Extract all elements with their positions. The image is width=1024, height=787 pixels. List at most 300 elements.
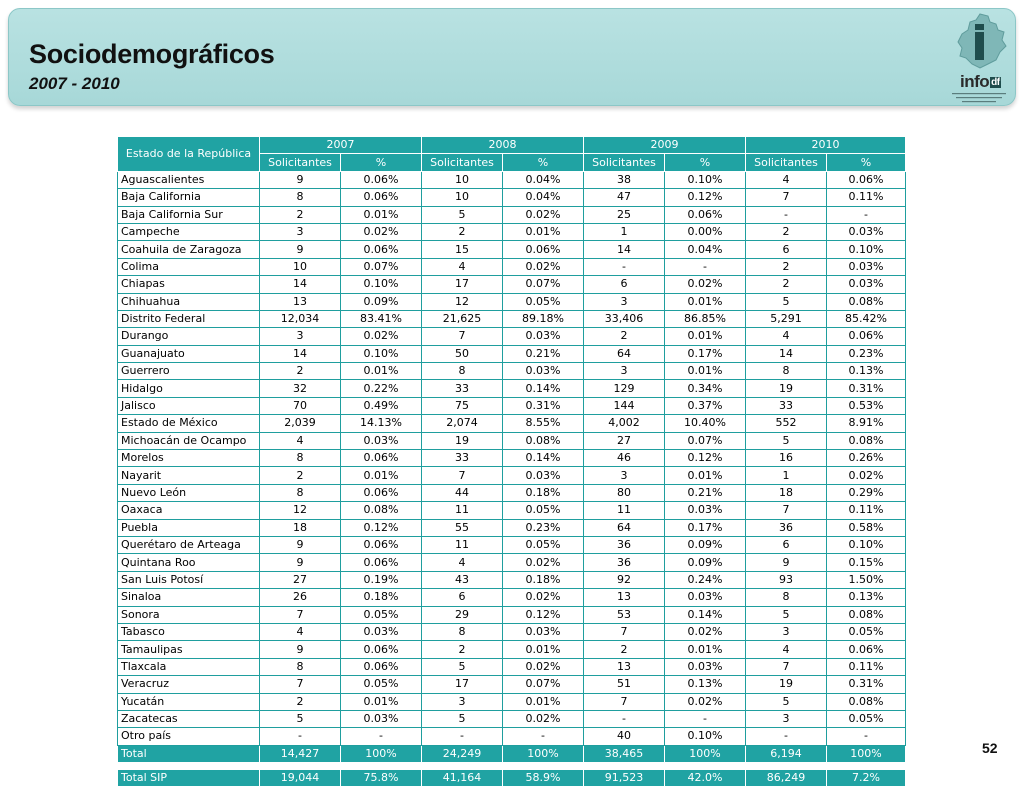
table-row bbox=[118, 328, 906, 345]
table-row bbox=[118, 293, 906, 310]
solicitantes-cell: 51 bbox=[584, 676, 665, 693]
state-name-cell: Sinaloa bbox=[118, 589, 260, 606]
solicitantes-cell: 10 bbox=[422, 171, 503, 188]
solicitantes-cell: 6 bbox=[746, 536, 827, 553]
solicitantes-cell: 92 bbox=[584, 571, 665, 588]
percent-cell: 75.8% bbox=[341, 770, 422, 787]
percent-cell: 0.10% bbox=[341, 276, 422, 293]
table-row bbox=[118, 363, 906, 380]
solicitantes-cell: 26 bbox=[260, 589, 341, 606]
table-row bbox=[118, 502, 906, 519]
state-name-cell: Otro país bbox=[118, 728, 260, 745]
percent-cell: 0.10% bbox=[827, 241, 906, 258]
percent-cell: 0.02% bbox=[503, 206, 584, 223]
total-row bbox=[118, 745, 906, 762]
state-name-cell: Tabasco bbox=[118, 623, 260, 640]
percent-cell: 0.23% bbox=[503, 519, 584, 536]
table-row bbox=[118, 571, 906, 588]
solicitantes-cell: 3 bbox=[584, 363, 665, 380]
solicitantes-cell: 129 bbox=[584, 380, 665, 397]
solicitantes-cell: 8 bbox=[422, 623, 503, 640]
table-row bbox=[118, 693, 906, 710]
percent-cell: 42.0% bbox=[665, 770, 746, 787]
table-row bbox=[118, 623, 906, 640]
percent-cell: 0.02% bbox=[503, 710, 584, 727]
solicitantes-cell: 5 bbox=[746, 432, 827, 449]
solicitantes-cell: 36 bbox=[584, 554, 665, 571]
solicitantes-cell: 64 bbox=[584, 345, 665, 362]
percent-cell: 0.06% bbox=[341, 554, 422, 571]
state-name-cell: Quintana Roo bbox=[118, 554, 260, 571]
state-name-cell: Sonora bbox=[118, 606, 260, 623]
solicitantes-cell: 36 bbox=[746, 519, 827, 536]
solicitantes-cell: 2 bbox=[746, 223, 827, 240]
percent-cell: 0.24% bbox=[665, 571, 746, 588]
percent-cell: 14.13% bbox=[341, 415, 422, 432]
solicitantes-cell: 2,074 bbox=[422, 415, 503, 432]
solicitantes-cell: 21,625 bbox=[422, 310, 503, 327]
percent-cell: 0.06% bbox=[341, 658, 422, 675]
state-name-cell: Chiapas bbox=[118, 276, 260, 293]
solicitantes-cell: 43 bbox=[422, 571, 503, 588]
percent-cell: 0.08% bbox=[827, 606, 906, 623]
solicitantes-header: Solicitantes bbox=[260, 154, 341, 171]
percent-cell: 0.08% bbox=[503, 432, 584, 449]
solicitantes-cell: 552 bbox=[746, 415, 827, 432]
percent-cell: 0.01% bbox=[341, 467, 422, 484]
percent-cell: 0.01% bbox=[665, 641, 746, 658]
percent-cell: 0.02% bbox=[665, 276, 746, 293]
page-number: 52 bbox=[982, 740, 998, 756]
percent-cell: 0.08% bbox=[827, 293, 906, 310]
table-row bbox=[118, 710, 906, 727]
solicitantes-cell: 38 bbox=[584, 171, 665, 188]
solicitantes-cell: 32 bbox=[260, 380, 341, 397]
percent-cell: 0.11% bbox=[827, 658, 906, 675]
solicitantes-cell: 55 bbox=[422, 519, 503, 536]
solicitantes-cell: 53 bbox=[584, 606, 665, 623]
solicitantes-cell: 14 bbox=[260, 345, 341, 362]
state-name-cell: Guanajuato bbox=[118, 345, 260, 362]
solicitantes-cell: 6 bbox=[422, 589, 503, 606]
state-name-cell: San Luis Potosí bbox=[118, 571, 260, 588]
percent-cell: 0.13% bbox=[665, 676, 746, 693]
percent-cell: - bbox=[665, 710, 746, 727]
table-row bbox=[118, 676, 906, 693]
solicitantes-cell: 29 bbox=[422, 606, 503, 623]
solicitantes-cell: 2 bbox=[260, 693, 341, 710]
solicitantes-cell: 4 bbox=[746, 641, 827, 658]
table-row bbox=[118, 432, 906, 449]
solicitantes-cell: 13 bbox=[584, 589, 665, 606]
state-name-cell: Oaxaca bbox=[118, 502, 260, 519]
solicitantes-cell: 7 bbox=[746, 502, 827, 519]
percent-cell: 0.05% bbox=[503, 293, 584, 310]
percent-cell: 10.40% bbox=[665, 415, 746, 432]
percent-header: % bbox=[827, 154, 906, 171]
percent-cell: 0.04% bbox=[665, 241, 746, 258]
state-name-cell: Yucatán bbox=[118, 693, 260, 710]
solicitantes-cell: 10 bbox=[260, 258, 341, 275]
percent-cell: 0.13% bbox=[827, 363, 906, 380]
logo-fine-print bbox=[952, 92, 1006, 104]
solicitantes-cell: 18 bbox=[746, 484, 827, 501]
percent-cell: 0.06% bbox=[827, 641, 906, 658]
table-row bbox=[118, 223, 906, 240]
solicitantes-cell: 80 bbox=[584, 484, 665, 501]
percent-cell: 0.05% bbox=[827, 623, 906, 640]
percent-cell: 0.12% bbox=[665, 450, 746, 467]
table-row bbox=[118, 728, 906, 745]
solicitantes-cell: 8 bbox=[260, 658, 341, 675]
solicitantes-cell: 47 bbox=[584, 189, 665, 206]
solicitantes-cell: 2 bbox=[746, 276, 827, 293]
table-row bbox=[118, 484, 906, 501]
solicitantes-cell: - bbox=[422, 728, 503, 745]
solicitantes-cell: 4 bbox=[422, 554, 503, 571]
percent-cell: 0.03% bbox=[827, 258, 906, 275]
table-body bbox=[118, 171, 906, 787]
solicitantes-cell: 17 bbox=[422, 676, 503, 693]
solicitantes-cell: 2 bbox=[260, 363, 341, 380]
solicitantes-cell: 11 bbox=[422, 536, 503, 553]
logo-wordmark: info df bbox=[960, 72, 1000, 91]
page-subtitle: 2007 - 2010 bbox=[29, 74, 120, 93]
solicitantes-cell: 18 bbox=[260, 519, 341, 536]
state-name-cell: Guerrero bbox=[118, 363, 260, 380]
solicitantes-cell: 9 bbox=[260, 641, 341, 658]
percent-cell: 0.31% bbox=[827, 380, 906, 397]
solicitantes-cell: 6 bbox=[584, 276, 665, 293]
solicitantes-cell: 9 bbox=[260, 241, 341, 258]
state-name-cell: Chihuahua bbox=[118, 293, 260, 310]
solicitantes-cell: 75 bbox=[422, 397, 503, 414]
percent-cell: 0.18% bbox=[341, 589, 422, 606]
solicitantes-cell: 33,406 bbox=[584, 310, 665, 327]
solicitantes-cell: 7 bbox=[746, 658, 827, 675]
table-row bbox=[118, 536, 906, 553]
percent-cell: 0.26% bbox=[827, 450, 906, 467]
percent-cell: - bbox=[665, 258, 746, 275]
year-header: 2008 bbox=[422, 137, 584, 154]
solicitantes-cell: 9 bbox=[260, 171, 341, 188]
year-header: 2007 bbox=[260, 137, 422, 154]
table-row bbox=[118, 606, 906, 623]
state-name-cell: Durango bbox=[118, 328, 260, 345]
solicitantes-cell: 9 bbox=[260, 536, 341, 553]
percent-cell: 0.02% bbox=[503, 589, 584, 606]
solicitantes-cell: 3 bbox=[584, 293, 665, 310]
percent-cell: 0.01% bbox=[503, 641, 584, 658]
state-name-cell: Baja California Sur bbox=[118, 206, 260, 223]
percent-cell: 0.02% bbox=[503, 554, 584, 571]
state-name-cell: Baja California bbox=[118, 189, 260, 206]
percent-cell: 0.06% bbox=[827, 328, 906, 345]
percent-cell: 0.37% bbox=[665, 397, 746, 414]
percent-cell: 0.01% bbox=[341, 206, 422, 223]
percent-cell: 0.21% bbox=[665, 484, 746, 501]
percent-cell: 0.01% bbox=[665, 363, 746, 380]
solicitantes-cell: 2 bbox=[260, 206, 341, 223]
percent-cell: 0.14% bbox=[503, 450, 584, 467]
table-row bbox=[118, 519, 906, 536]
percent-cell: 0.22% bbox=[341, 380, 422, 397]
percent-cell: 0.07% bbox=[341, 258, 422, 275]
state-name-cell: Total bbox=[118, 745, 260, 762]
solicitantes-cell: 7 bbox=[260, 676, 341, 693]
table-row bbox=[118, 276, 906, 293]
percent-cell: 0.31% bbox=[503, 397, 584, 414]
solicitantes-cell: 27 bbox=[260, 571, 341, 588]
solicitantes-cell: 2 bbox=[584, 641, 665, 658]
percent-cell: 0.17% bbox=[665, 519, 746, 536]
solicitantes-cell: 7 bbox=[746, 189, 827, 206]
solicitantes-cell: 8 bbox=[422, 363, 503, 380]
solicitantes-cell: 5 bbox=[422, 710, 503, 727]
solicitantes-cell: 12,034 bbox=[260, 310, 341, 327]
state-column-header: Estado de la República bbox=[118, 137, 260, 172]
percent-cell: 0.06% bbox=[341, 484, 422, 501]
percent-cell: 0.02% bbox=[827, 467, 906, 484]
state-name-cell: Puebla bbox=[118, 519, 260, 536]
solicitantes-cell: 5 bbox=[746, 293, 827, 310]
solicitantes-cell: 36 bbox=[584, 536, 665, 553]
percent-cell: 0.53% bbox=[827, 397, 906, 414]
solicitantes-cell: 3 bbox=[746, 623, 827, 640]
percent-cell: 0.01% bbox=[341, 363, 422, 380]
percent-cell: 0.05% bbox=[503, 502, 584, 519]
year-header-row bbox=[118, 137, 906, 154]
solicitantes-cell: 7 bbox=[584, 693, 665, 710]
solicitantes-cell: 2 bbox=[422, 641, 503, 658]
percent-cell: 0.06% bbox=[665, 206, 746, 223]
solicitantes-cell: 6,194 bbox=[746, 745, 827, 762]
table-row bbox=[118, 345, 906, 362]
percent-cell: 0.13% bbox=[827, 589, 906, 606]
percent-cell: 0.05% bbox=[341, 676, 422, 693]
solicitantes-cell: 144 bbox=[584, 397, 665, 414]
percent-cell: - bbox=[341, 728, 422, 745]
solicitantes-cell: 5 bbox=[746, 606, 827, 623]
solicitantes-cell: 7 bbox=[422, 467, 503, 484]
percent-cell: 0.23% bbox=[827, 345, 906, 362]
solicitantes-cell: 13 bbox=[584, 658, 665, 675]
percent-cell: 0.02% bbox=[665, 693, 746, 710]
percent-cell: 0.05% bbox=[341, 606, 422, 623]
table-row bbox=[118, 171, 906, 188]
state-name-cell: Total SIP bbox=[118, 770, 260, 787]
solicitantes-cell: 8 bbox=[746, 363, 827, 380]
solicitantes-cell: 12 bbox=[422, 293, 503, 310]
mexico-city-map-icon bbox=[950, 12, 1014, 74]
solicitantes-cell: 14 bbox=[584, 241, 665, 258]
percent-cell: 0.06% bbox=[827, 171, 906, 188]
percent-cell: 0.02% bbox=[503, 658, 584, 675]
solicitantes-cell: 3 bbox=[422, 693, 503, 710]
percent-cell: 0.11% bbox=[827, 189, 906, 206]
percent-cell: - bbox=[503, 728, 584, 745]
percent-cell: 0.06% bbox=[341, 189, 422, 206]
state-name-cell: Colima bbox=[118, 258, 260, 275]
spacer-cell bbox=[118, 763, 906, 770]
solicitantes-cell: 4 bbox=[746, 328, 827, 345]
percent-cell: 0.08% bbox=[341, 502, 422, 519]
percent-cell: 0.12% bbox=[503, 606, 584, 623]
solicitantes-cell: - bbox=[746, 206, 827, 223]
solicitantes-cell: 4,002 bbox=[584, 415, 665, 432]
solicitantes-cell: 33 bbox=[746, 397, 827, 414]
percent-cell: 0.03% bbox=[665, 658, 746, 675]
table-row bbox=[118, 554, 906, 571]
solicitantes-cell: 50 bbox=[422, 345, 503, 362]
percent-cell: 0.03% bbox=[341, 432, 422, 449]
percent-cell: 0.14% bbox=[503, 380, 584, 397]
percent-cell: 0.58% bbox=[827, 519, 906, 536]
percent-cell: 0.14% bbox=[665, 606, 746, 623]
solicitantes-cell: 16 bbox=[746, 450, 827, 467]
percent-cell: 0.09% bbox=[665, 536, 746, 553]
state-name-cell: Coahuila de Zaragoza bbox=[118, 241, 260, 258]
solicitantes-cell: 3 bbox=[260, 223, 341, 240]
percent-cell: 0.03% bbox=[665, 589, 746, 606]
state-name-cell: Veracruz bbox=[118, 676, 260, 693]
table-row bbox=[118, 310, 906, 327]
percent-cell: 0.03% bbox=[827, 276, 906, 293]
percent-cell: 8.55% bbox=[503, 415, 584, 432]
solicitantes-cell: 5 bbox=[260, 710, 341, 727]
table-row bbox=[118, 206, 906, 223]
solicitantes-cell: 40 bbox=[584, 728, 665, 745]
percent-cell: 0.02% bbox=[665, 623, 746, 640]
solicitantes-cell: 11 bbox=[584, 502, 665, 519]
percent-cell: 0.03% bbox=[503, 623, 584, 640]
solicitantes-cell: 8 bbox=[260, 484, 341, 501]
solicitantes-cell: 25 bbox=[584, 206, 665, 223]
state-name-cell: Tlaxcala bbox=[118, 658, 260, 675]
percent-cell: 0.07% bbox=[665, 432, 746, 449]
logo-df-badge: df bbox=[991, 77, 1000, 88]
percent-cell: - bbox=[827, 728, 906, 745]
solicitantes-cell: 5 bbox=[422, 658, 503, 675]
solicitantes-cell: 4 bbox=[422, 258, 503, 275]
state-name-cell: Morelos bbox=[118, 450, 260, 467]
solicitantes-cell: 5 bbox=[422, 206, 503, 223]
solicitantes-cell: 14 bbox=[260, 276, 341, 293]
percent-cell: 0.01% bbox=[341, 693, 422, 710]
year-header: 2010 bbox=[746, 137, 906, 154]
percent-cell: 58.9% bbox=[503, 770, 584, 787]
solicitantes-cell: 4 bbox=[260, 623, 341, 640]
percent-cell: 0.04% bbox=[503, 189, 584, 206]
percent-cell: 0.31% bbox=[827, 676, 906, 693]
solicitantes-cell: 2 bbox=[422, 223, 503, 240]
percent-cell: 85.42% bbox=[827, 310, 906, 327]
solicitantes-cell: 9 bbox=[746, 554, 827, 571]
solicitantes-cell: 64 bbox=[584, 519, 665, 536]
percent-cell: 0.06% bbox=[341, 641, 422, 658]
solicitantes-cell: 86,249 bbox=[746, 770, 827, 787]
solicitantes-cell: 8 bbox=[260, 450, 341, 467]
percent-cell: 0.18% bbox=[503, 484, 584, 501]
solicitantes-cell: 7 bbox=[260, 606, 341, 623]
solicitantes-cell: 10 bbox=[422, 189, 503, 206]
percent-cell: 86.85% bbox=[665, 310, 746, 327]
solicitantes-cell: 3 bbox=[260, 328, 341, 345]
percent-cell: 0.03% bbox=[341, 710, 422, 727]
solicitantes-cell: 9 bbox=[260, 554, 341, 571]
table-row bbox=[118, 589, 906, 606]
percent-cell: 0.01% bbox=[665, 293, 746, 310]
solicitantes-cell: 12 bbox=[260, 502, 341, 519]
table-row bbox=[118, 397, 906, 414]
percent-cell: 0.08% bbox=[827, 432, 906, 449]
percent-cell: 89.18% bbox=[503, 310, 584, 327]
percent-cell: 0.03% bbox=[341, 623, 422, 640]
percent-header: % bbox=[503, 154, 584, 171]
percent-header: % bbox=[341, 154, 422, 171]
percent-cell: 0.03% bbox=[503, 363, 584, 380]
solicitantes-cell: 41,164 bbox=[422, 770, 503, 787]
solicitantes-cell: 13 bbox=[260, 293, 341, 310]
percent-cell: 0.34% bbox=[665, 380, 746, 397]
table-row bbox=[118, 258, 906, 275]
percent-cell: 0.07% bbox=[503, 276, 584, 293]
solicitantes-cell: 8 bbox=[260, 189, 341, 206]
percent-cell: 0.03% bbox=[665, 502, 746, 519]
solicitantes-cell: 4 bbox=[260, 432, 341, 449]
solicitantes-cell: 3 bbox=[746, 710, 827, 727]
percent-cell: 0.00% bbox=[665, 223, 746, 240]
percent-cell: 0.10% bbox=[341, 345, 422, 362]
solicitantes-header: Solicitantes bbox=[422, 154, 503, 171]
percent-cell: 0.07% bbox=[503, 676, 584, 693]
percent-header: % bbox=[665, 154, 746, 171]
percent-cell: 8.91% bbox=[827, 415, 906, 432]
percent-cell: 0.06% bbox=[341, 241, 422, 258]
percent-cell: 0.21% bbox=[503, 345, 584, 362]
solicitantes-cell: 19 bbox=[746, 380, 827, 397]
solicitantes-cell: 15 bbox=[422, 241, 503, 258]
state-name-cell: Nayarit bbox=[118, 467, 260, 484]
solicitantes-cell: 5 bbox=[746, 693, 827, 710]
solicitantes-cell: 2,039 bbox=[260, 415, 341, 432]
table-row bbox=[118, 658, 906, 675]
solicitantes-cell: 14 bbox=[746, 345, 827, 362]
table-row bbox=[118, 241, 906, 258]
percent-cell: 83.41% bbox=[341, 310, 422, 327]
state-name-cell: Hidalgo bbox=[118, 380, 260, 397]
solicitantes-cell: 33 bbox=[422, 450, 503, 467]
percent-cell: 0.03% bbox=[503, 467, 584, 484]
solicitantes-cell: 27 bbox=[584, 432, 665, 449]
solicitantes-cell: 7 bbox=[422, 328, 503, 345]
percent-cell: 0.04% bbox=[503, 171, 584, 188]
row-spacer bbox=[118, 763, 906, 770]
percent-cell: - bbox=[827, 206, 906, 223]
percent-cell: 0.12% bbox=[665, 189, 746, 206]
solicitantes-cell: 4 bbox=[746, 171, 827, 188]
state-name-cell: Michoacán de Ocampo bbox=[118, 432, 260, 449]
table-row bbox=[118, 189, 906, 206]
percent-cell: 0.19% bbox=[341, 571, 422, 588]
percent-cell: 0.02% bbox=[503, 258, 584, 275]
percent-cell: 100% bbox=[341, 745, 422, 762]
total-sip-row bbox=[118, 770, 906, 787]
percent-cell: 100% bbox=[503, 745, 584, 762]
table-row bbox=[118, 415, 906, 432]
page-title: Sociodemográficos bbox=[29, 39, 275, 69]
solicitantes-cell: 2 bbox=[260, 467, 341, 484]
